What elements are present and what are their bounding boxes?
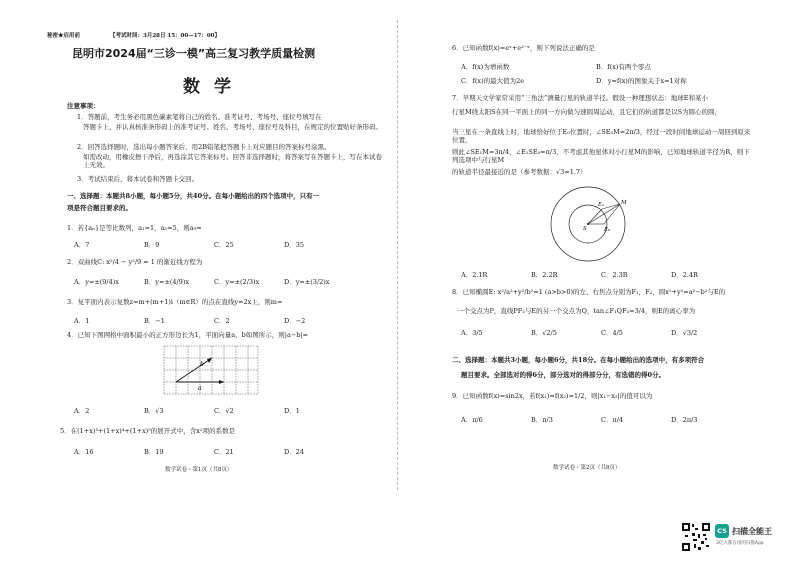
q6-option-d[interactable]: D．y=f(x)的图象关于x=1对称 [596, 77, 687, 85]
q8-option-a[interactable]: A．3/5 [461, 329, 483, 337]
q1-option-d[interactable]: D．35 [284, 241, 304, 249]
q2-option-b[interactable]: B．y=±(4/9)x [144, 278, 190, 286]
footer-page-2: 数学试卷・第2页（共8页） [553, 465, 621, 471]
label-m: M [621, 200, 627, 206]
note-line: 3．考试结束后，将本试卷和答题卡交回。 [77, 175, 199, 183]
q8-option-d[interactable]: D．√3/2 [671, 329, 698, 337]
line-e1-m [602, 204, 620, 209]
q9-option-a[interactable]: A．π/6 [461, 416, 483, 424]
q9-stem: 9．已知函数f(x)=sin2x，若f(x₁)=f(x₂)=1/2，则|x₁−x₂|的值可以为 [452, 392, 653, 400]
q4-option-c[interactable]: C．√2 [214, 407, 234, 415]
q6-option-b[interactable]: B．f(x)有两个零点 [596, 63, 651, 71]
q6-option-c[interactable]: C．f(x)的最大值为2e [461, 77, 525, 85]
q4-stem: 4．已知下图网格中面积最小的正方形边长为1，平面向量a，b如图所示，则|a−b|= [67, 331, 309, 339]
section1-line2: 项是符合题目要求的。 [67, 204, 132, 212]
section2-line1: 二、选择题：本题共3小题，每小题6分，共18分。在每小题给出的选项中，有多项符合 [452, 356, 705, 364]
q1-stem: 1．若{aₙ}是等比数列，a₁=1，a₅=5，则a₉= [67, 224, 202, 232]
q8-line: 一个交点为P，直线PF₂与E的另一个交点为Q，tan∠F₁QF₂=3/4，则E的离心率为 [457, 307, 696, 315]
q7-option-b[interactable]: B．2.2R [531, 271, 558, 279]
q7-line: 行星M绕太阳S在同一平面上的同一方向做匀速圆周运动，且它们的轨道都是以S为圆心的圆， [452, 108, 722, 116]
vector-b-arrowhead [207, 358, 212, 363]
page-divider [397, 20, 398, 490]
q3-option-a[interactable]: A．1 [74, 317, 90, 325]
q7-line: 的轨道半径最接近的是（参考数据：√3≈1.7） [452, 168, 587, 176]
q5-stem: 5．在(1+x)³+(1+x)⁴+(1+x)⁵的展开式中，含x²项的系数是 [60, 427, 236, 435]
note-line: 1．答题前，考生务必用黑色碳素笔将自己的姓名、准考证号、考场号、座位号填写在 [77, 113, 322, 121]
note-line: 2．回答选择题时，选出每小题答案后，用2B铅笔把答题卡上对应题目的答案标号涂黑。 [77, 143, 331, 151]
q2-stem: 2．双曲线C: x²/4 − y²/9 = 1 的渐近线方程为 [67, 258, 203, 266]
q7-option-a[interactable]: A．2.1R [461, 271, 488, 279]
q6-option-a[interactable]: A．f(x)为增函数 [461, 63, 510, 71]
q4-option-b[interactable]: B．√3 [144, 407, 164, 415]
exam-time: 【考试时间：3月28日 15：00—17：00】 [110, 33, 221, 39]
subject-title: 数学 [183, 77, 245, 97]
notes-heading: 注意事项： [67, 102, 100, 110]
note-line: 如需改动，用橡皮擦干净后，再选涂其它答案标号。回答非选择题时，将答案写在答题卡上，写在本试卷上无效。 [83, 153, 382, 169]
q6-stem: 6．已知函数f(x)=eˣ+e²⁻ˣ，则下列说法正确的是 [452, 44, 595, 52]
q8-line: 8．已知椭圆E: x²/a²+y²/b²=1 (a>b>0)的左、右焦点分别为F₁，F₂，圆x²+y²=a²−b²与E的 [452, 288, 726, 296]
qr-code-icon [681, 522, 711, 552]
q3-option-d[interactable]: D．−2 [284, 317, 306, 325]
q5-option-c[interactable]: C．21 [214, 448, 234, 456]
label-s: S [583, 226, 587, 232]
q9-option-c[interactable]: C．π/4 [601, 416, 624, 424]
q9-option-b[interactable]: B．π/3 [531, 416, 553, 424]
q7-line: 当三星在一条直线上时，地球恰好位于E₀位置时，∠SE₀M=2π/3，经过一段时间地球运动一周回到原来位置， [452, 128, 751, 144]
scanner-logo: CS [715, 524, 729, 538]
q1-option-b[interactable]: B．9 [144, 241, 160, 249]
q2-option-d[interactable]: D．y=±(3/2)x [284, 278, 330, 286]
q5-option-b[interactable]: B．19 [144, 448, 164, 456]
line-e0-m [604, 204, 620, 224]
label-e1: E₁ [598, 202, 605, 208]
label-e0: E₀ [604, 227, 611, 233]
q3-option-b[interactable]: B．−1 [144, 317, 165, 325]
section1-line1: 一、选择题：本题共8小题，每小题5分，共40分。在每小题给出的四个选项中，只有一 [67, 192, 320, 200]
q4-option-d[interactable]: D．1 [284, 407, 300, 415]
vector-a-label: a [198, 385, 202, 392]
q8-option-c[interactable]: C．4/5 [601, 329, 623, 337]
q7-option-d[interactable]: D．2.4R [671, 271, 698, 279]
note-line: 答题卡上，并认真核准条形码上的准考证号、姓名、考场号、座位号及科目，在规定的位置贴好条形码。 [83, 123, 382, 131]
section2-line2: 题目要求。全部选对的得6分，部分选对的得部分分，有选错的得0分。 [461, 371, 666, 379]
secret-label: 秘密★启用前 [47, 33, 81, 39]
q2-option-a[interactable]: A．y=±(9/4)x [74, 278, 119, 286]
q3-stem: 3．复平面内表示复数z=m+(m+1)i（m∈R）的点在直线y=2x上，则m= [67, 298, 283, 306]
q4-option-a[interactable]: A．2 [74, 407, 90, 415]
q7-line: 则此∠SE₁M=3π/4，∠E₁SE₀=π/3，不考虑其他星体对小行星M的影响，已知地球轨道半径为R，则下列选项中与行星M [452, 148, 750, 164]
footer-page-1: 数学试卷・第1页（共8页） [165, 467, 233, 473]
scanner-tagline: 3亿人都在用的扫描App [716, 541, 764, 546]
q5-option-a[interactable]: A．16 [74, 448, 94, 456]
q2-option-c[interactable]: C．y=±(2/3)x [214, 278, 260, 286]
vector-b-label: b [200, 361, 204, 368]
q7-option-c[interactable]: C．2.3R [601, 271, 628, 279]
vector-grid-figure [162, 344, 260, 396]
q9-option-d[interactable]: D．2π/3 [671, 416, 698, 424]
q1-option-c[interactable]: C．25 [214, 241, 234, 249]
q1-option-a[interactable]: A．7 [74, 241, 90, 249]
vector-a-arrowhead [219, 380, 224, 384]
q8-option-b[interactable]: B．√2/5 [531, 329, 557, 337]
orbit-diagram [540, 185, 640, 263]
q7-line: 7．早期天文学家常采用“三角法”测量行星的轨道半径。假设一种理想状态：地球E和某小 [452, 94, 709, 102]
exam-title: 昆明市2024届“三诊一模”高三复习教学质量检测 [72, 47, 316, 60]
q3-option-c[interactable]: C．2 [214, 317, 230, 325]
grid-lines [164, 346, 258, 394]
q5-option-d[interactable]: D．24 [284, 448, 304, 456]
scanner-app-name: 扫描全能王 [732, 527, 772, 536]
